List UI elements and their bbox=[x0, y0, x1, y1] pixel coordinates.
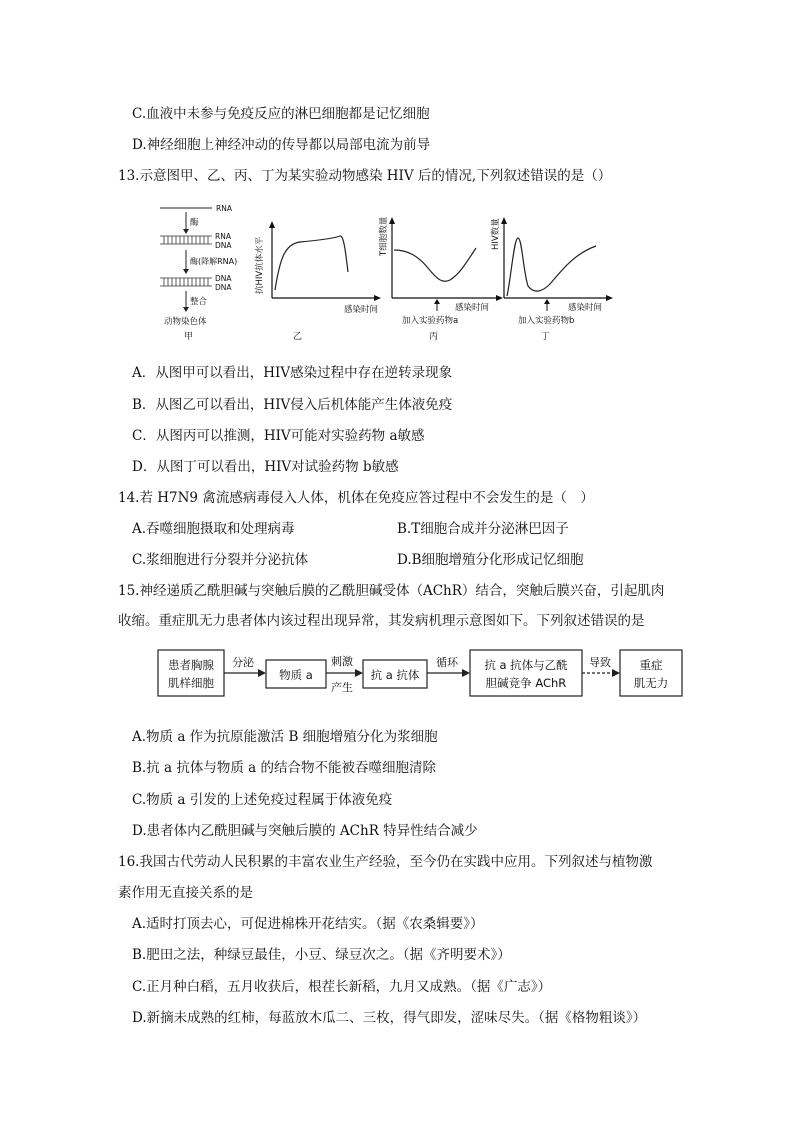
ding-hiv-curve bbox=[507, 238, 596, 296]
q14-option-a: A.吞噬细胞摄取和处理病毒 bbox=[132, 521, 295, 537]
flow-box1-line1: 患者胸腺 bbox=[168, 658, 214, 672]
q16-option-c: C.正月种白稻，五月收获后，根茬长新稻，九月又成熟。（据《广志》） bbox=[132, 979, 552, 995]
ding-ylabel: HIV数量 bbox=[491, 218, 501, 250]
figure-ding bbox=[490, 217, 613, 342]
q13-option-c: C．从图丙可以推测，HIV可能对实验药物 a敏感 bbox=[132, 428, 425, 444]
yi-xlabel: 感染时间 bbox=[344, 305, 379, 315]
q15-option-d: D.患者体内乙酰胆碱与突触后膜的 AChR 特异性结合减少 bbox=[132, 823, 478, 839]
q14-stem: 14.若 H7N9 禽流感病毒侵入人体，机体在免疫应答过程中不会发生的是（ ） bbox=[118, 490, 594, 506]
q13-option-b: B．从图乙可以看出，HIV侵入后机体能产生体液免疫 bbox=[132, 397, 453, 413]
q14-option-c: C.浆细胞进行分裂并分泌抗体 bbox=[132, 552, 309, 568]
flow-arrow2-label1: 刺激 bbox=[331, 655, 353, 668]
q14-option-d: D.B细胞增殖分化形成记忆细胞 bbox=[397, 552, 584, 568]
jia-enzyme-label: 酶 bbox=[190, 218, 199, 228]
jia-integrate-label: 整合 bbox=[190, 297, 208, 307]
figure-jia bbox=[160, 204, 237, 342]
q12-option-d: D.神经细胞上神经冲动的传导都以局部电流为前导 bbox=[132, 137, 431, 153]
yi-ylabel: 抗HIV抗体水平 bbox=[255, 236, 265, 294]
jia-chromosome-label: 动物染色体 bbox=[164, 317, 207, 327]
q16-stem-line1: 16.我国古代劳动人民积累的丰富农业生产经验，至今仍在实践中应用。下列叙述与植物激 bbox=[118, 854, 653, 870]
bing-ylabel: T细胞数量 bbox=[379, 216, 389, 256]
figure-bing bbox=[378, 216, 503, 342]
q16-option-a: A.适时打顶去心，可促进棉株开花结实。（据《农桑辑要》） bbox=[132, 916, 484, 932]
q15-option-b: B.抗 a 抗体与物质 a 的结合物不能被吞噬细胞清除 bbox=[132, 760, 436, 776]
q16-option-b: B.肥田之法，种绿豆最佳，小豆、绿豆次之。（据《齐明要术》） bbox=[132, 947, 511, 963]
figure-ding-caption: 丁 bbox=[541, 332, 551, 342]
bing-tcell-curve bbox=[394, 248, 476, 281]
q15-stem-line2: 收缩。重症肌无力患者体内该过程出现异常，其发病机理示意图如下。下列叙述错误的是 bbox=[118, 613, 645, 629]
jia-dna3-label: DNA bbox=[215, 283, 232, 292]
q14-option-b: B.T细胞合成并分泌淋巴因子 bbox=[397, 521, 569, 537]
ding-xlabel: 感染时间 bbox=[568, 303, 603, 313]
flow-box4-line2: 胆碱竞争 AChR bbox=[485, 676, 567, 690]
q15-stem-line1: 15.神经递质乙酰胆碱与突触后膜的乙酰胆碱受体（AChR）结合，突触后膜兴奋，引起肌肉 bbox=[118, 583, 665, 599]
q16-stem-line2: 素作用无直接关系的是 bbox=[118, 885, 253, 901]
q13-figures bbox=[150, 198, 620, 343]
flow-box1-line2: 肌样细胞 bbox=[168, 676, 214, 690]
figure-yi-caption: 乙 bbox=[293, 332, 303, 342]
q13-option-d: D．从图丁可以看出，HIV对试验药物 b敏感 bbox=[132, 459, 399, 475]
figure-yi bbox=[254, 221, 381, 342]
flow-box5-line2: 肌无力 bbox=[633, 676, 669, 690]
q16-option-d: D.新摘未成熟的红柿，每蓝放木瓜二、三枚，得气即发，涩味尽失。（据《格物粗谈》） bbox=[132, 1010, 647, 1026]
jia-enzyme2-label: 酶(降解RNA) bbox=[190, 257, 238, 266]
figure-bing-caption: 丙 bbox=[429, 332, 439, 342]
flow-box5-line1: 重症 bbox=[639, 658, 663, 672]
flow-box2-label: 物质 a bbox=[279, 668, 313, 682]
bing-xlabel: 感染时间 bbox=[455, 303, 490, 313]
ding-arrow-label: 加入实验药物b bbox=[518, 316, 575, 326]
q13-option-a: A．从图甲可以看出，HIV感染过程中存在逆转录现象 bbox=[132, 365, 453, 381]
q15-option-a: A.物质 a 作为抗原能激活 B 细胞增殖分化为浆细胞 bbox=[132, 729, 438, 745]
q12-option-c: C.血液中未参与免疫反应的淋巴细胞都是记忆细胞 bbox=[132, 106, 430, 122]
q15-flowchart bbox=[150, 644, 704, 706]
q13-stem: 13.示意图甲、乙、丙、丁为某实验动物感染 HIV 后的情况,下列叙述错误的是（） bbox=[118, 168, 612, 184]
flow-arrow4-label: 导致 bbox=[589, 656, 611, 669]
jia-dna1-label: DNA bbox=[215, 241, 232, 250]
flow-box3-label: 抗 a 抗体 bbox=[370, 668, 420, 682]
figure-jia-caption: 甲 bbox=[184, 332, 194, 342]
flow-arrow1-label: 分泌 bbox=[232, 656, 254, 669]
flow-arrow3-label: 循环 bbox=[436, 656, 458, 669]
bing-arrow-label: 加入实验药物a bbox=[402, 316, 459, 326]
jia-dna2-label: DNA bbox=[215, 274, 232, 283]
jia-rna2-label: RNA bbox=[215, 232, 231, 241]
q15-option-c: C.物质 a 引发的上述免疫过程属于体液免疫 bbox=[132, 792, 393, 808]
jia-rna-label: RNA bbox=[216, 204, 232, 213]
flow-arrow2-label2: 产生 bbox=[331, 681, 353, 694]
flow-box4-line1: 抗 a 抗体与乙酰 bbox=[484, 658, 568, 672]
yi-antibody-curve bbox=[275, 236, 348, 290]
